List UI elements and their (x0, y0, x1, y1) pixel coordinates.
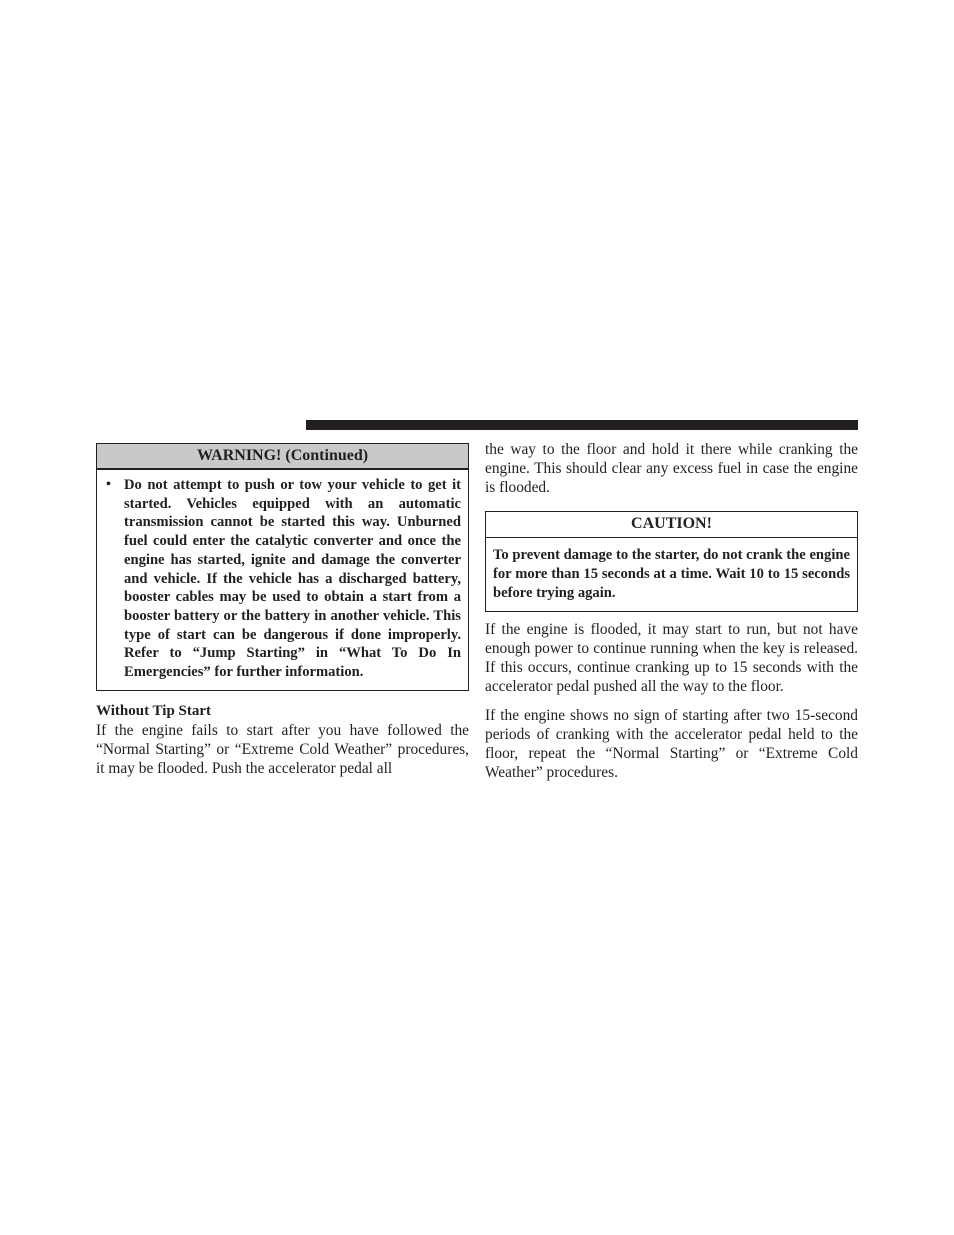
warning-box (96, 443, 469, 691)
caution-box (485, 511, 858, 612)
warning-text: Do not attempt to push or tow your vehicle to get it started. Vehicles equipped with an automatic transmission cannot be started this way. Unburned fuel could enter the catalytic converter and once the engine has started, ignite and damage the converter and vehicle. If the vehicle has a discharged battery, booster cables may be used to obtain a start from a booster battery or the battery in another vehicle. This type of start can be dangerous if done improperly. Refer to “Jump Starting” in “What To Do In Emergencies” for further information. (124, 477, 461, 681)
right-column (485, 440, 858, 782)
header-rule (306, 420, 858, 430)
left-column (96, 440, 469, 778)
warning-body (97, 470, 468, 690)
bullet-icon: • (106, 477, 111, 492)
section-heading: Without Tip Start (96, 702, 212, 719)
caution-header: CAUTION! (486, 512, 857, 538)
spacer (485, 696, 858, 706)
warning-header: WARNING! (Continued) (97, 444, 468, 470)
caution-text: To prevent damage to the starter, do not crank the engine for more than 15 seconds at a time. Wait 10 to 15 seconds before trying again. (493, 547, 850, 601)
paragraph-no-sign: If the engine shows no sign of starting after two 15-second periods of cranking with the accelerator pedal held to the floor, repeat the “Normal Starting” or “Extreme Cold Weather” procedures. (485, 707, 858, 781)
paragraph-flood-intro: If the engine fails to start after you have followed the “Normal Starting” or “Extreme Cold Weather” procedures, it may be flooded. Push the accelerator pedal all (96, 721, 469, 777)
paragraph-flood-intro-continued: the way to the floor and hold it there while cranking the engine. This should clear any excess fuel in case the engine is flooded. (485, 441, 858, 496)
paragraph-flooded: If the engine is flooded, it may start to run, but not have enough power to continue running when the key is released. If this occurs, continue cranking up to 15 seconds with the accelerator pedal pushed all the way to the floor. (485, 621, 858, 695)
spacer (485, 612, 858, 620)
